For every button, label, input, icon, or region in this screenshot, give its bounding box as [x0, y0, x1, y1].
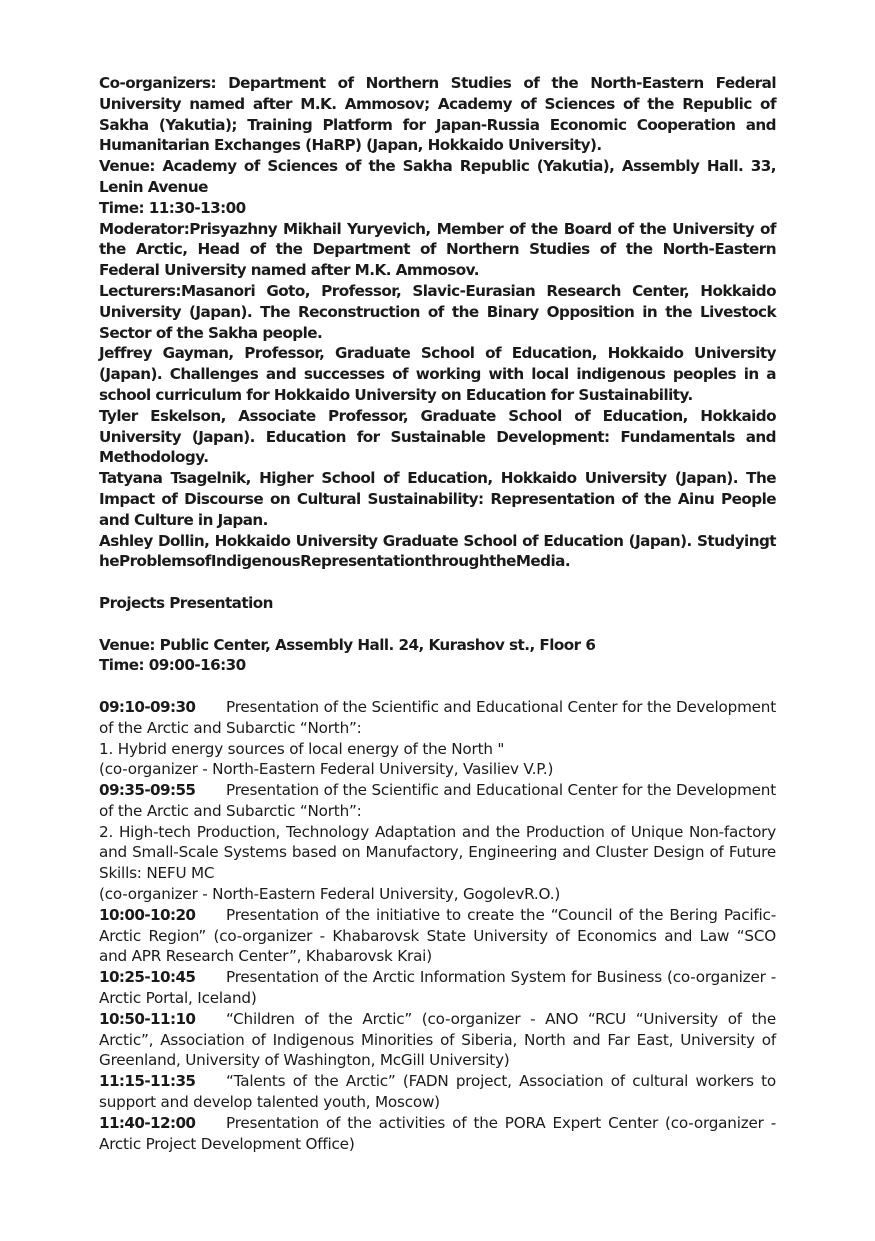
document-page: [99, 73, 776, 1154]
lecturer-paragraph: Tatyana Tsagelnik, Higher School of Education, Hokkaido University (Japan). The Impact of Discourse on Cultural Sustainability: Representation of the Ainu People and Culture in Japan.: [99, 469, 776, 529]
schedule-text: Presentation of the activities of the PORA Expert Center (co-organizer - Arctic Project Development Office): [99, 1113, 776, 1153]
section-heading: Projects Presentation: [99, 593, 273, 612]
lecturer-paragraph: Jeffrey Gayman, Professor, Graduate School of Education, Hokkaido University (Japan). Challenges and successes of working with local indigenous peoples in a school curriculum for Hokkaido University on Education for Sustainability.: [99, 344, 776, 404]
schedule-text: Presentation of the Scientific and Educational Center for the Development of the Arctic and Subarctic “North”:: [99, 781, 776, 820]
schedule-time: 11:40-12:00: [99, 1113, 196, 1132]
lecturer-paragraph: Tyler Eskelson, Associate Professor, Graduate School of Education, Hokkaido University (Japan). Education for Sustainable Development: Fundamentals and Methodology.: [99, 406, 776, 467]
schedule-time: 10:00-10:20: [99, 905, 196, 924]
schedule-time: 11:15-11:35: [99, 1072, 196, 1091]
lecturer-paragraph: Lecturers:Masanori Goto, Professor, Slavic-Eurasian Research Center, Hokkaido University (Japan). The Reconstruction of the Binary Opposition in the Livestock Sector of the Sakha people.: [99, 281, 776, 342]
lecturer-paragraph: Ashley Dollin, Hokkaido University Graduate School of Education (Japan). Studyingt heProblemsofIndigenousRepresentationthroughtheMedia.: [99, 531, 776, 571]
venue-line: Venue: Public Center, Assembly Hall. 24, Kurashov st., Floor 6: [99, 635, 596, 654]
schedule-detail: 1. Hybrid energy sources of local energy of the North ": [99, 739, 505, 758]
moderator-paragraph: Moderator:Prisyazhny Mikhail Yuryevich, Member of the Board of the University of the Arctic, Head of the Department of Northern Studies of the North-Eastern Federal University named after M.K. Ammosov.: [99, 219, 776, 280]
venue-line: Venue: Academy of Sciences of the Sakha Republic (Yakutia), Assembly Hall. 33, Lenin Avenue: [99, 157, 776, 196]
spacer: [99, 614, 776, 635]
spacer: [99, 676, 776, 697]
schedule-text: Presentation of the Scientific and Educational Center for the Development of the Arctic and Subarctic “North”:: [99, 697, 776, 737]
schedule-time: 09:35-09:55: [99, 781, 196, 800]
schedule-text: Presentation of the Arctic Information System for Business (co-organizer - Arctic Portal, Iceland): [99, 968, 776, 1008]
schedule-item: [99, 1113, 776, 1155]
schedule-text: “Children of the Arctic” (co-organizer - ANO “RCU “University of the Arctic”, Association of Indigenous Minorities of Siberia, North and Far East, University of Greenland, University of Washington, McGill University): [99, 1009, 776, 1070]
schedule-text: “Talents of the Arctic” (FADN project, Association of cultural workers to support and develop talented youth, Moscow): [99, 1072, 776, 1112]
schedule-time: 10:50-11:10: [99, 1009, 196, 1028]
coorganizers-paragraph: Co-organizers: Department of Northern Studies of the North-Eastern Federal University named after M.K. Ammosov; Academy of Sciences of the Republic of Sakha (Yakutia); Training Platform for Japan-Russia Economic Cooperation and Humanitarian Exchanges (HaRP) (Japan, Hokkaido University).: [99, 74, 776, 155]
time-line: Time: 11:30-13:00: [99, 198, 246, 217]
schedule-item: [99, 967, 776, 1009]
schedule-text: Presentation of the initiative to create the “Council of the Bering Pacific-Arctic Region” (co-organizer - Khabarovsk State University of Economics and Law “SCO and APR Research Center”, Khabarovsk Krai): [99, 905, 776, 966]
schedule-item: [99, 780, 776, 822]
schedule-detail: 2. High-tech Production, Technology Adaptation and the Production of Unique Non-factory and Small-Scale Systems based on Manufactory, Engineering and Cluster Design of Future Skills: NEFU MC: [99, 822, 776, 883]
schedule-detail: (co-organizer - North-Eastern Federal University, Vasiliev V.P.): [99, 760, 554, 779]
schedule-item: [99, 905, 776, 967]
time-line: Time: 09:00-16:30: [99, 656, 246, 675]
schedule-item: [99, 1071, 776, 1113]
schedule-item: [99, 1009, 776, 1071]
schedule-time: 10:25-10:45: [99, 968, 196, 987]
schedule-time: 09:10-09:30: [99, 697, 196, 716]
spacer: [99, 572, 776, 593]
schedule-item: [99, 697, 776, 739]
schedule-detail: (co-organizer - North-Eastern Federal University, GogolevR.O.): [99, 885, 561, 904]
